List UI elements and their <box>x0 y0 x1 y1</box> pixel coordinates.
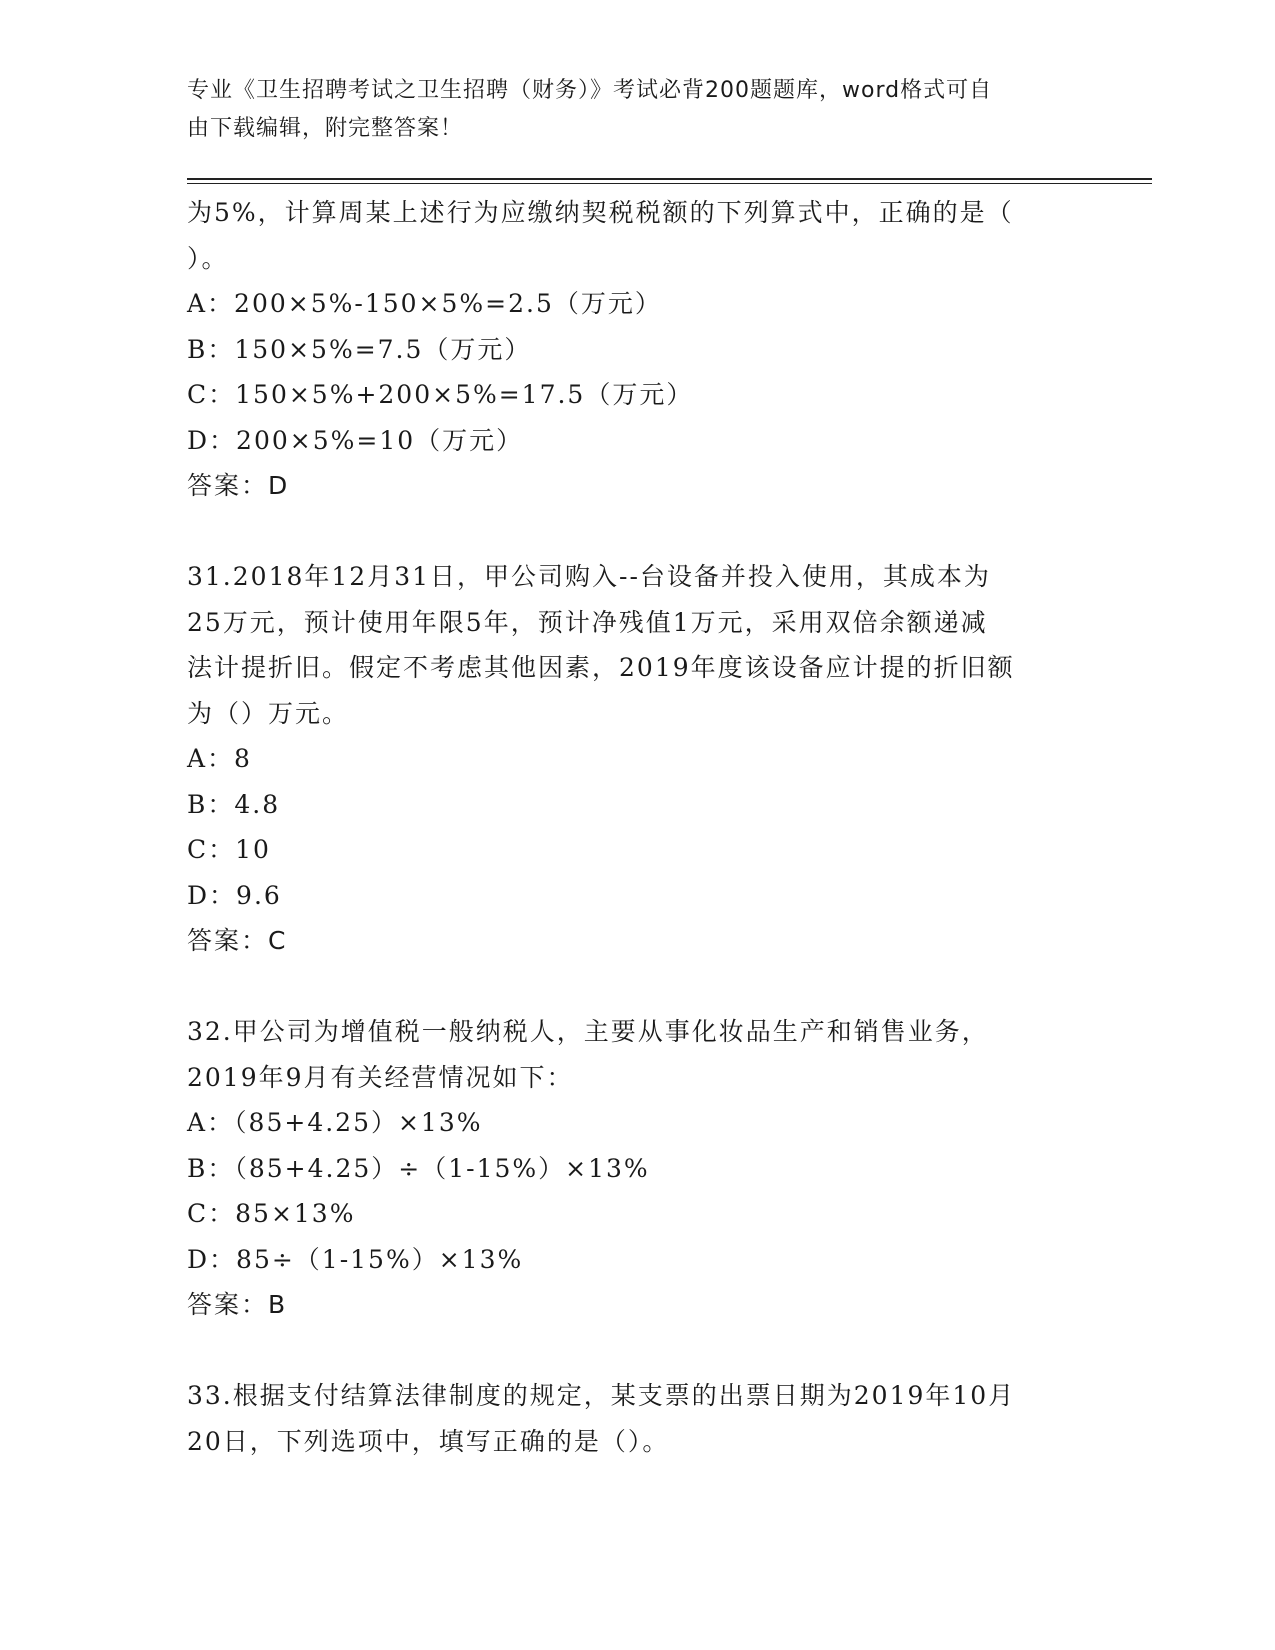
header-line-1: 专业《卫生招聘考试之卫生招聘（财务）》考试必背200题题库，word格式可自 <box>187 78 993 103</box>
question-30 <box>187 190 1067 509</box>
document-body <box>187 190 1067 1464</box>
answer-line: 答案：B <box>187 1290 288 1319</box>
question-stem-line: 2019年9月有关经营情况如下： <box>187 1062 574 1092</box>
option-a: A：（85+4.25）×13% <box>187 1108 483 1137</box>
option-d: D：200×5%=10（万元） <box>187 425 524 455</box>
answer-line: 答案：D <box>187 471 290 500</box>
question-33 <box>187 1373 1067 1464</box>
option-c: C：85×13% <box>187 1199 356 1228</box>
option-b: B：4.8 <box>187 789 281 819</box>
header-line-2: 由下载编辑，附完整答案！ <box>187 116 464 141</box>
question-stem-line: 为（）万元。 <box>187 698 350 728</box>
question-32 <box>187 1009 1067 1328</box>
spacer <box>187 1328 1067 1374</box>
answer-line: 答案：C <box>187 926 288 955</box>
option-b: B：150×5%=7.5（万元） <box>187 334 532 364</box>
question-stem-line: ）。 <box>187 243 229 273</box>
option-d: D：85÷（1-15%）×13% <box>187 1244 524 1274</box>
option-b: B：（85+4.25）÷（1-15%）×13% <box>187 1153 650 1183</box>
option-a: A：200×5%-150×5%=2.5（万元） <box>187 289 662 318</box>
option-c: C：150×5%+200×5%=17.5（万元） <box>187 380 694 409</box>
document-header <box>187 72 1067 148</box>
question-stem-line: 25万元，预计使用年限5年，预计净残值1万元，采用双倍余额递减 <box>187 607 988 637</box>
option-c: C：10 <box>187 835 271 864</box>
question-stem-line: 法计提折旧。假定不考虑其他因素，2019年度该设备应计提的折旧额 <box>187 653 1015 682</box>
question-stem-line: 为5%，计算周某上述行为应缴纳契税税额的下列算式中，正确的是（ <box>187 198 1014 227</box>
question-stem-line: 33.根据支付结算法律制度的规定，某支票的出票日期为2019年10月 <box>187 1381 1016 1410</box>
header-rule-thick <box>187 178 1152 180</box>
header-rule-thin <box>187 183 1152 184</box>
question-stem-line: 32.甲公司为增值税一般纳税人，主要从事化妆品生产和销售业务， <box>187 1017 989 1046</box>
option-a: A：8 <box>187 744 252 773</box>
question-31 <box>187 554 1067 964</box>
question-stem-line: 20日，下列选项中，填写正确的是（）。 <box>187 1426 670 1456</box>
spacer <box>187 964 1067 1010</box>
question-stem-line: 31.2018年12月31日，甲公司购入--台设备并投入使用，其成本为 <box>187 562 991 591</box>
spacer <box>187 509 1067 555</box>
option-d: D：9.6 <box>187 880 282 910</box>
